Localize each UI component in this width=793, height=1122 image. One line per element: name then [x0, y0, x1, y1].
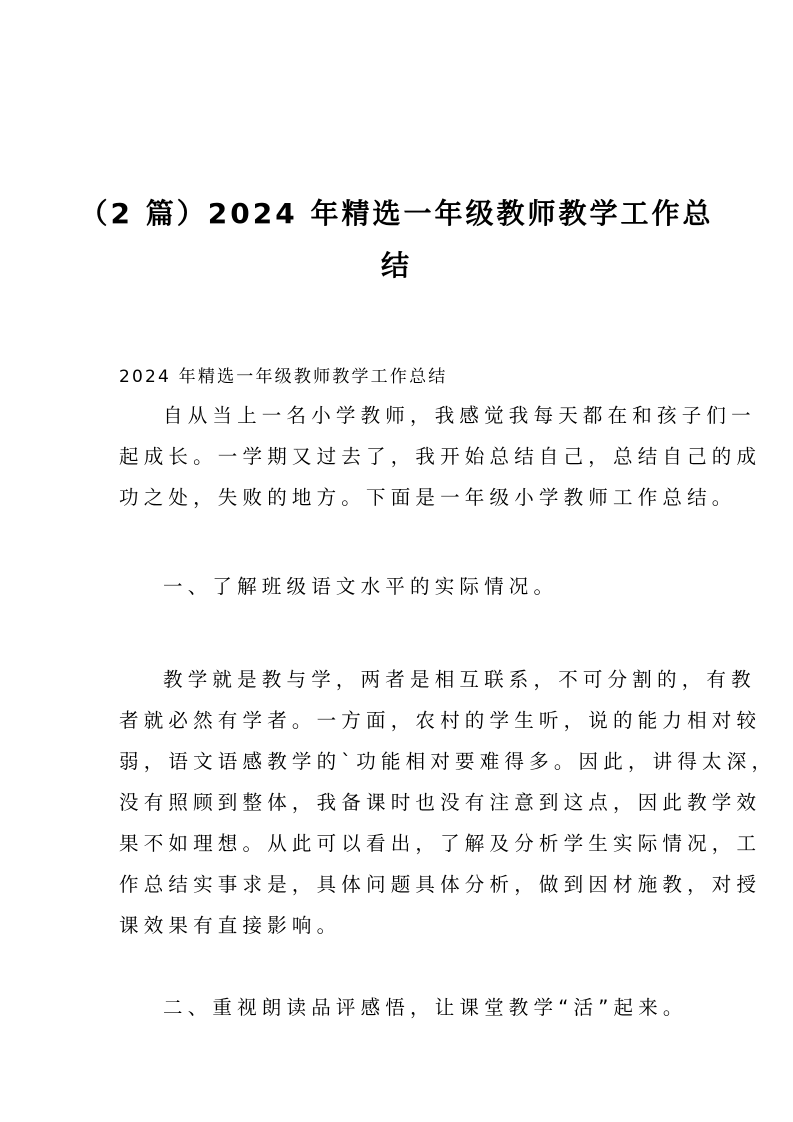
section-2-heading: 二、重视朗读品评感悟，让课堂教学“活”起来。: [163, 996, 688, 1019]
document-title-line-2: 结: [380, 249, 412, 282]
section-1-paragraph-line: 课效果有直接影响。: [119, 914, 342, 937]
section-1-paragraph-line: 弱，语文语感教学的`功能相对要难得多。因此，讲得太深，: [119, 750, 777, 773]
intro-paragraph-line: 起成长。一学期又过去了，我开始总结自己，总结自己的成: [119, 445, 762, 468]
intro-paragraph-line: 功之处，失败的地方。下面是一年级小学教师工作总结。: [119, 486, 737, 509]
document-subtitle: 2024 年精选一年级教师教学工作总结: [119, 367, 448, 387]
document-title-line-1: （2 篇）2024 年精选一年级教师教学工作总: [79, 197, 714, 230]
section-1-paragraph-line: 果不如理想。从此可以看出，了解及分析学生实际情况，工: [119, 832, 762, 855]
section-1-heading: 一、了解班级语文水平的实际情况。: [163, 575, 559, 598]
section-1-paragraph-line: 没有照顾到整体，我备课时也没有注意到这点，因此教学效: [119, 791, 762, 814]
section-1-paragraph-line: 作总结实事求是，具体问题具体分析，做到因材施教，对授: [119, 873, 762, 896]
intro-paragraph-line: 自从当上一名小学教师，我感觉我每天都在和孩子们一: [163, 404, 756, 427]
section-1-paragraph-line: 者就必然有学者。一方面，农村的学生听，说的能力相对较: [119, 709, 762, 732]
section-1-paragraph-line: 教学就是教与学，两者是相互联系，不可分割的，有教: [163, 668, 756, 691]
